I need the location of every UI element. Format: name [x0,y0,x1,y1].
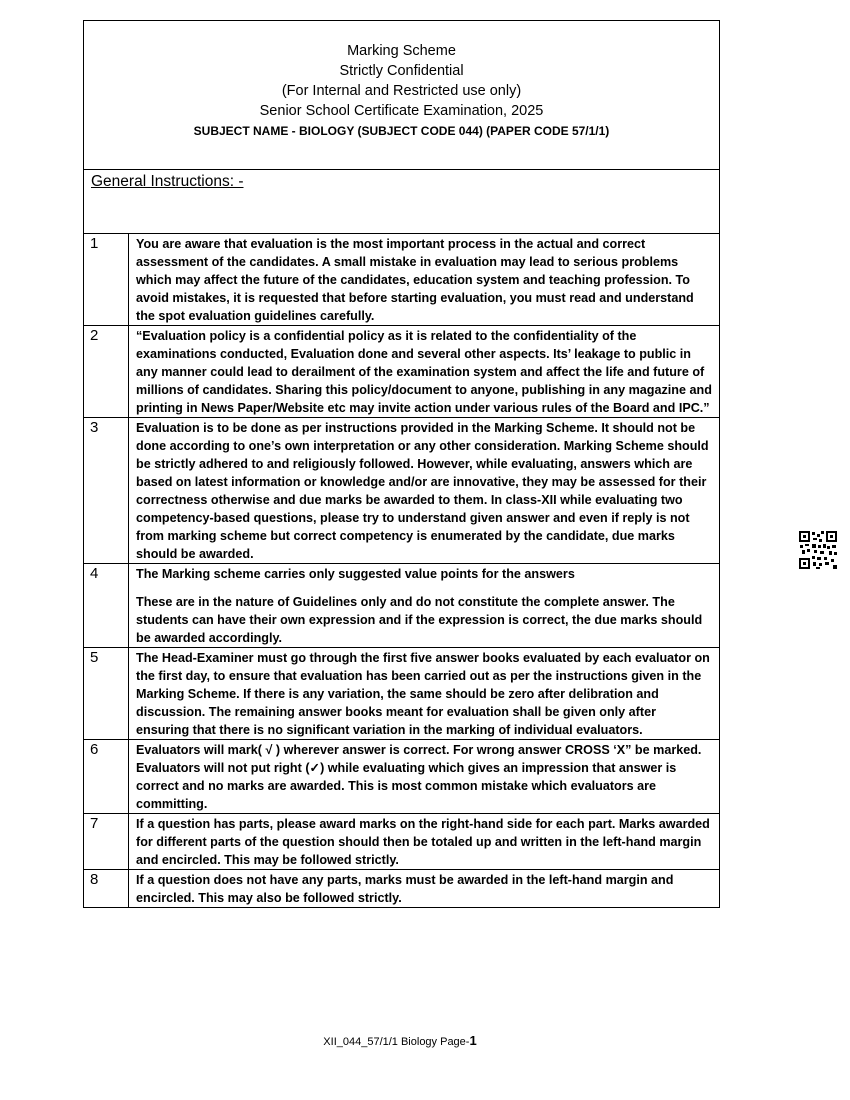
instruction-text [129,418,719,563]
page-number: 1 [469,1033,477,1048]
header-confidential: Strictly Confidential [339,63,464,79]
instruction-paragraph: These are in the nature of Guidelines only and do not constitute the complete answer. The students can have their own expression and if the expression is correct, the due marks should be awarded accordingly. [136,595,703,645]
qr-code-icon [798,530,838,570]
instruction-number: 2 [84,326,129,417]
header-title: Marking Scheme [347,43,456,59]
instruction-row [84,648,719,740]
instruction-number: 8 [84,870,129,907]
instruction-row [84,418,719,564]
instruction-paragraph: If a question has parts, please award marks on the right-hand side for each part. Marks awarded for different parts of the question should then be totaled up and written in the left-hand margin and encircled. This may be followed strictly. [136,817,710,867]
page-footer [0,1033,800,1048]
instruction-rows [84,234,719,907]
instruction-row [84,234,719,326]
instruction-number: 1 [84,234,129,325]
instruction-paragraph: You are aware that evaluation is the most important process in the actual and correct assessment of the candidates. A small mistake in evaluation may lead to serious problems which may affect the future of the candidates, education system and teaching profession. To avoid mistakes, it is requested that before starting evaluation, you must read and understand the spot evaluation guidelines carefully. [136,237,694,323]
instruction-paragraph: Evaluators will mark( √ ) wherever answer is correct. For wrong answer CROSS ‘X” be marked. Evaluators will not put right (✓) while evaluating which gives an impression that answer is correct and no marks are awarded. This is most common mistake which evaluators are committing. [136,743,702,811]
instruction-paragraph: The Marking scheme carries only suggested value points for the answers [136,567,575,581]
header-restricted: (For Internal and Restricted use only) [281,83,522,99]
header-exam: Senior School Certificate Examination, 2025 [259,103,544,119]
instruction-text [129,648,719,739]
instruction-row [84,326,719,418]
instruction-row [84,814,719,870]
instruction-text [129,234,719,325]
instruction-text [129,870,719,907]
instruction-text [129,814,719,869]
instruction-number: 5 [84,648,129,739]
instruction-row [84,564,719,648]
general-instructions-title: General Instructions: - [91,173,244,190]
instruction-paragraph: The Head-Examiner must go through the first five answer books evaluated by each evaluator on the first day, to ensure that evaluation has been carried out as per the instructions given in the Marking Scheme. If there is any variation, the same should be zero after delibration and discussion. The remaining answer books meant for evaluation shall be given only after ensuring that there is no significant variation in the marking of individual evaluators. [136,651,710,737]
footer-text: XII_044_57/1/1 Biology Page- [323,1036,470,1048]
instruction-paragraph: If a question does not have any parts, marks must be awarded in the left-hand margin and encircled. This may also be followed strictly. [136,873,674,905]
instruction-paragraph: Evaluation is to be done as per instructions provided in the Marking Scheme. It should not be done according to one’s own interpretation or any other consideration. Marking Scheme should be strictly adhered to and religiously followed. However, while evaluating, answers which are based on latest information or knowledge and/or are innovative, they may be assessed for their correctness otherwise and due marks be awarded to them. In class-XII while evaluating two competency-based questions, please try to understand given answer and even if reply is not from marking scheme but correct competency is enumerated by the candidate, due marks should be awarded. [136,421,709,561]
instruction-text [129,740,719,813]
instruction-row [84,740,719,814]
instruction-text [129,326,719,417]
instruction-number: 3 [84,418,129,563]
instruction-number: 6 [84,740,129,813]
instruction-number: 4 [84,564,129,647]
instructions-table [83,20,720,908]
instruction-number: 7 [84,814,129,869]
header-subject: SUBJECT NAME - BIOLOGY (SUBJECT CODE 044) (PAPER CODE 57/1/1) [193,124,610,138]
instruction-paragraph: “Evaluation policy is a confidential policy as it is related to the confidentiality of the examinations conducted, Evaluation done and several other aspects. Its’ leakage to public in any manner could lead to derailment of the examination system and affect the life and future of millions of candidates. Sharing this policy/document to anyone, publishing in any magazine and printing in News Paper/Website etc may invite action under various rules of the Board and IPC.” [136,329,712,415]
general-instructions-heading-cell [84,170,719,234]
instruction-text [129,564,719,647]
instruction-row [84,870,719,907]
document-header [84,21,719,170]
